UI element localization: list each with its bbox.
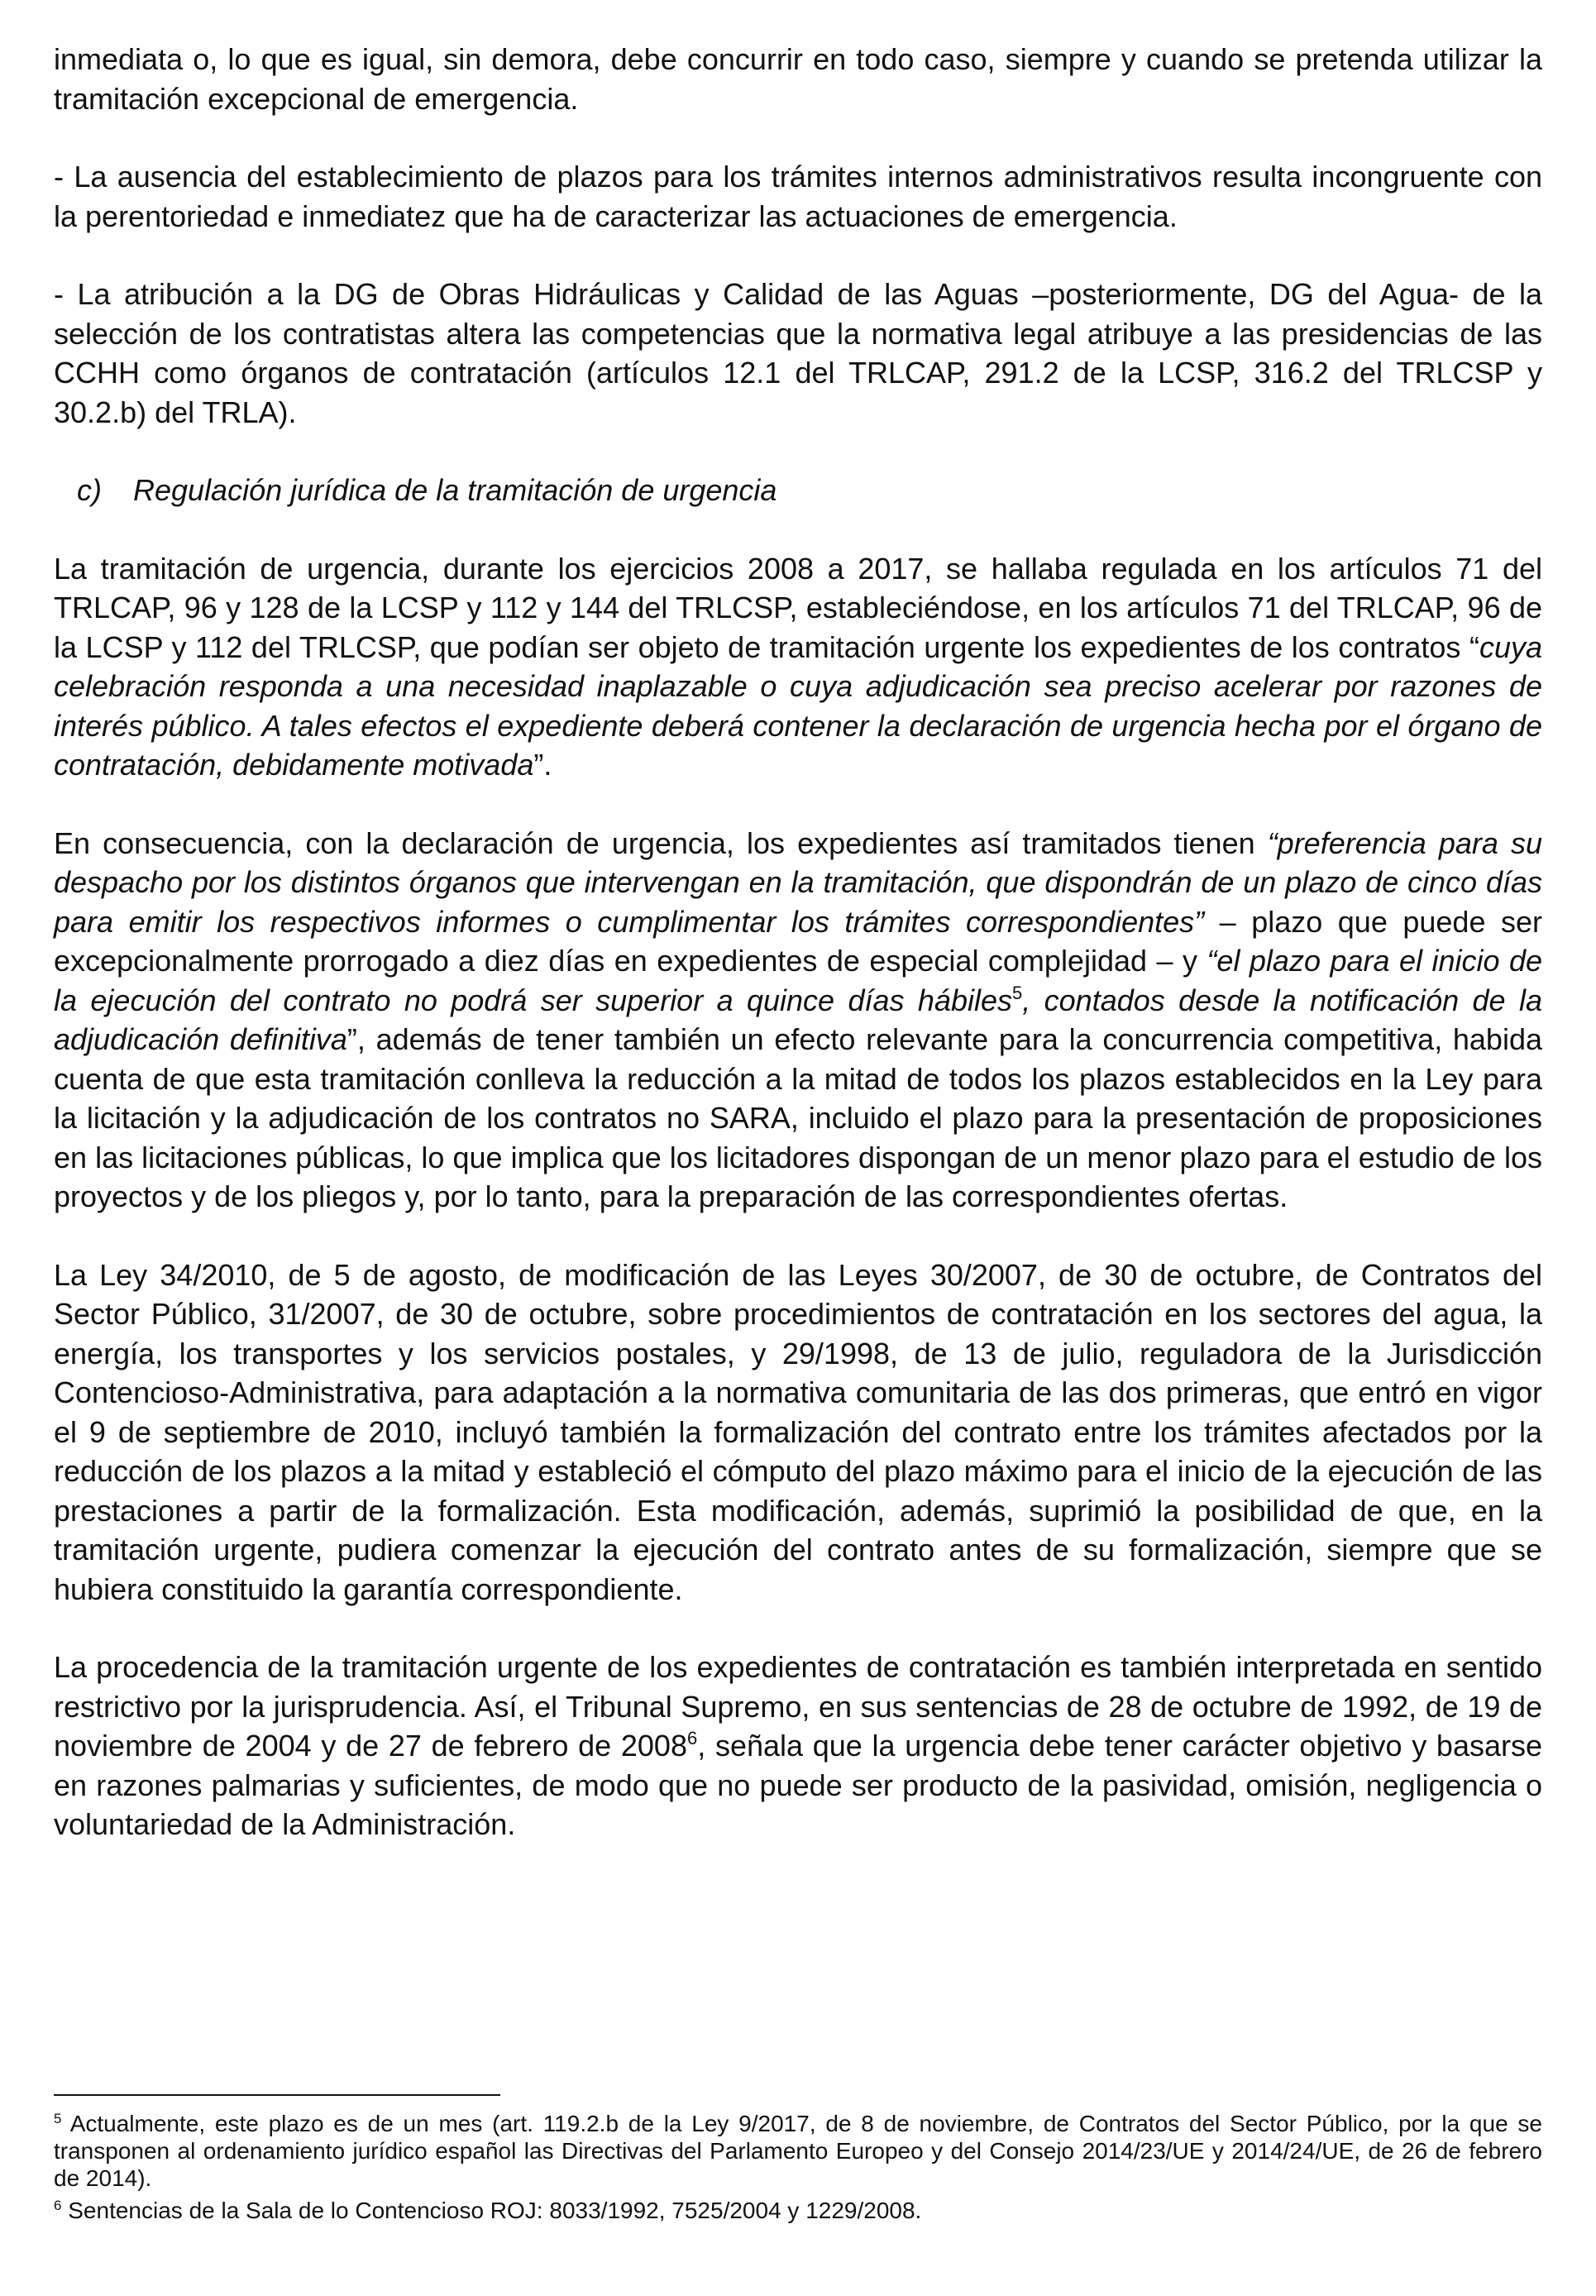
- quoted-text: “el plazo para el inicio de la ejecución del contrato no podrá ser superior a quince días hábiles: [54, 944, 1542, 1017]
- footnote-reference-6[interactable]: 6: [686, 1728, 698, 1748]
- text-run: En consecuencia, con la declaración de urgencia, los expedientes así tramitados tienen: [54, 825, 1268, 860]
- paragraph-internal-deadlines: - La ausencia del establecimiento de plazos para los trámites internos administrativos resulta incongruente con la perentoriedad e inmediatez que ha de caracterizar las actuaciones de emergencia.: [54, 160, 1542, 233]
- section-heading-text: Regulación jurídica de la tramitación de urgencia: [133, 473, 777, 507]
- footnote-reference-5[interactable]: 5: [1012, 982, 1023, 1003]
- text-run: La tramitación de urgencia, durante los ejercicios 2008 a 2017, se hallaba regulada en los artículos 71 del TRLCAP, 96 y 128 de la LCSP y 112 y 144 del TRLCSP, estableciéndose, en los artículos 71 del TRLCAP, 96 de la LCSP y 112 del TRLCSP, que podían ser objeto de tramitación urgente los expedientes de los contratos “: [54, 551, 1542, 664]
- text-run: ”.: [533, 748, 552, 782]
- footnote-number: 6: [54, 2198, 62, 2213]
- paragraph-dg-competences: - La atribución a la DG de Obras Hidráulicas y Calidad de las Aguas –posteriormente, DG del Agua- de la selección de los contratistas altera las competencias que la normativa legal atribuye a las presidencias de las CCHH como órganos de contratación (artículos 12.1 del TRLCAP, 291.2 de la LCSP, 316.2 del TRLCSP y 30.2.b) del TRLA).: [54, 277, 1542, 429]
- footnote-separator: [54, 2094, 500, 2096]
- paragraph-urgency-consequences: [54, 824, 1542, 1217]
- footnote-number: 5: [54, 2111, 62, 2126]
- paragraph-law-34-2010: La Ley 34/2010, de 5 de agosto, de modificación de las Leyes 30/2007, de 30 de octubre, de Contratos del Sector Público, 31/2007, de 30 de octubre, sobre procedimientos de contratación en los sectores del agua, la energía, los transportes y los servicios postales, y 29/1998, de 13 de julio, reguladora de la Jurisdicción Contencioso-Administrativa, para adaptación a la normativa comunitaria de las dos primeras, que entró en vigor el 9 de septiembre de 2010, incluyó también la formalización del contrato entre los trámites afectados por la reducción de los plazos a la mitad y estableció el cómputo del plazo máximo para el inicio de la ejecución de las prestaciones a partir de la formalización. Esta modificación, además, suprimió la posibilidad de que, en la tramitación urgente, pudiera comenzar la ejecución del contrato antes de su formalización, siempre que se hubiera constituido la garantía correspondiente.: [54, 1257, 1542, 1606]
- text-run: , señala que la urgencia debe tener carácter objetivo y basarse en razones palmarias y suficientes, de modo que no puede ser producto de la pasividad, omisión, negligencia o voluntariedad de la Administración.: [54, 1729, 1542, 1841]
- paragraph-emergency-continuation: inmediata o, lo que es igual, sin demora, debe concurrir en todo caso, siempre y cuando se pretenda utilizar la tramitación excepcional de emergencia.: [54, 42, 1542, 116]
- text-run: ”, además de tener también un efecto relevante para la concurrencia competitiva, habida cuenta de que esta tramitación conlleva la reducción a la mitad de todos los plazos establecidos en la Ley para la licitación y la adjudicación de los contratos no SARA, incluido el plazo para la presentación de proposiciones en las licitaciones públicas, lo que implica que los licitadores dispongan de un menor plazo para el estudio de los proyectos y de los pliegos y, por lo tanto, para la preparación de las correspondientes ofertas.: [54, 1022, 1542, 1213]
- section-heading-urgency: [54, 471, 1542, 510]
- footnote-5: [54, 2110, 1542, 2192]
- footnote-text: Actualmente, este plazo es de un mes (art. 119.2.b de la Ley 9/2017, de 8 de noviembre, de Contratos del Sector Público, por la que se transponen al ordenamiento jurídico español las Directivas del Parlamento Europeo y del Consejo 2014/23/UE y 2014/24/UE, de 26 de febrero de 2014).: [54, 2111, 1542, 2191]
- quoted-text: “preferencia para su despacho por los distintos órganos que intervengan en la tramitación, que dispondrán de un plazo de cinco días para emitir los respectivos informes o cumplimentar los trámites correspondientes”: [54, 825, 1542, 939]
- text-run: La procedencia de la tramitación urgente de los expedientes de contratación es también interpretada en sentido restrictivo por la jurisprudencia. Así, el Tribunal Supremo, en sus sentencias de 28 de octubre de 1992, de 19 de noviembre de 2004 y de 27 de febrero de 2008: [54, 1650, 1542, 1763]
- quoted-text: cuya celebración responda a una necesidad inaplazable o cuya adjudicación sea preciso acelerar por razones de interés público. A tales efectos el expediente deberá contener la declaración de urgencia hecha por el órgano de contratación, debidamente motivada: [54, 629, 1542, 782]
- paragraph-urgency-regulation: [54, 549, 1542, 785]
- footnotes: [54, 2110, 1542, 2224]
- section-heading-letter: c): [77, 473, 102, 507]
- text-run: – plazo que puede ser excepcionalmente prorrogado a diez días en expedientes de especial complejidad – y: [54, 904, 1542, 978]
- footnote-6: [54, 2197, 1542, 2224]
- quoted-text: , contados desde la notificación de la adjudicación definitiva: [54, 983, 1542, 1056]
- paragraph-jurisprudence: [54, 1648, 1542, 1844]
- footnote-text: Sentencias de la Sala de lo Contencioso ROJ: 8033/1992, 7525/2004 y 1229/2008.: [61, 2198, 922, 2223]
